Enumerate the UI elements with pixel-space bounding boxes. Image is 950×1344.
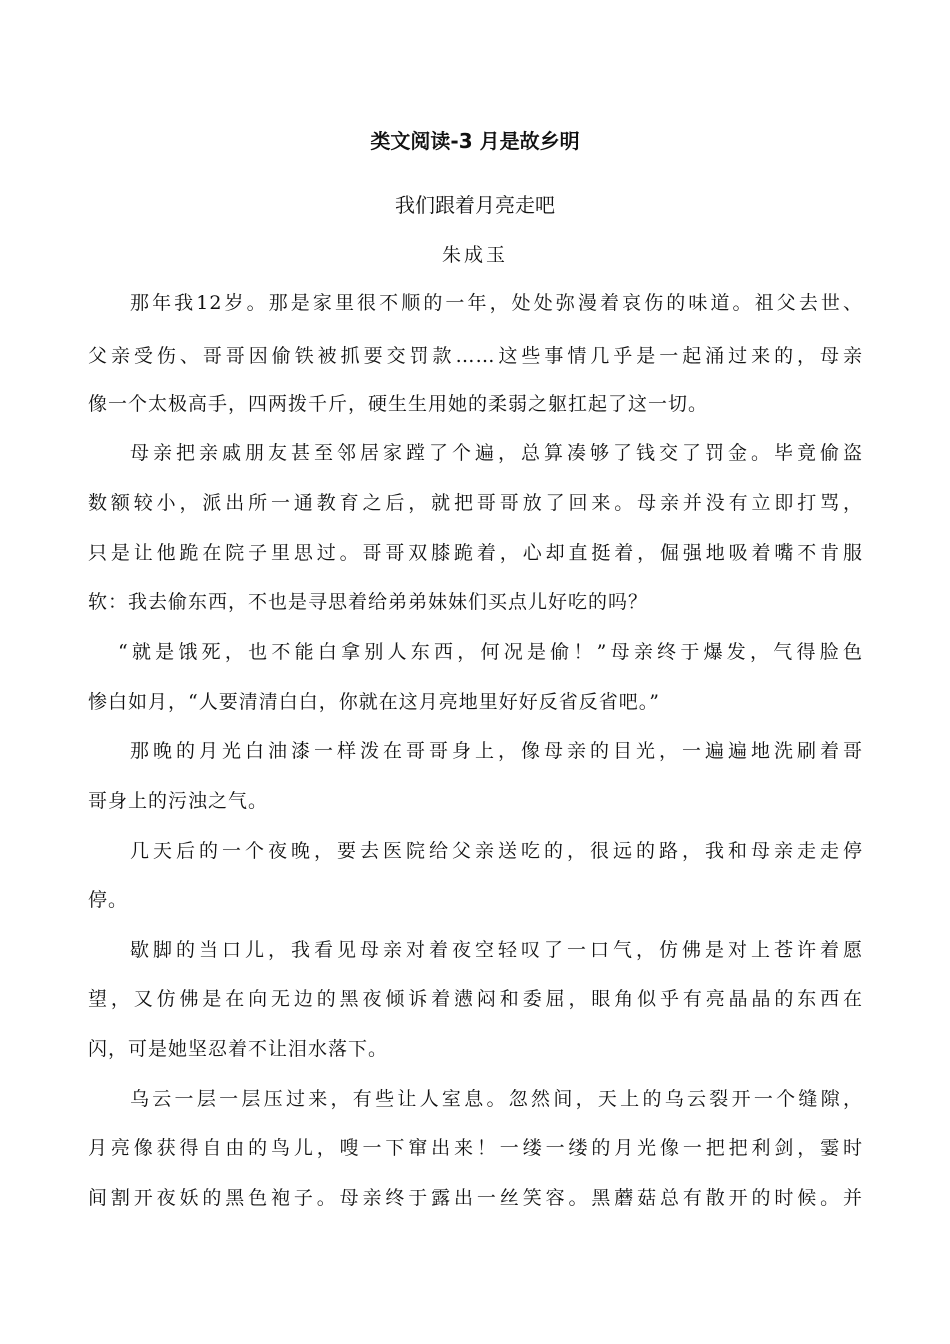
paragraph-line: 只是让他跪在院子里思过。哥哥双膝跪着，心却直挺着，倔强地吸着嘴不肯服 xyxy=(88,542,863,564)
paragraph-line: “就是饿死，也不能白拿别人东西，何况是偷！”母亲终于爆发，气得脸色 xyxy=(118,641,863,663)
paragraph-line: 那年我12岁。那是家里很不顺的一年，处处弥漫着哀伤的味道。祖父去世、 xyxy=(130,292,863,314)
paragraph-line: 哥身上的污浊之气。 xyxy=(88,790,269,812)
paragraph-line: 那晚的月光白油漆一样泼在哥哥身上，像母亲的目光，一遍遍地洗刷着哥 xyxy=(130,740,863,762)
article-author: 朱成玉 xyxy=(441,244,508,266)
paragraph-line: 望，又仿佛是在向无边的黑夜倾诉着懑闷和委屈，眼角似乎有亮晶晶的东西在 xyxy=(88,988,863,1010)
paragraph-line: 像一个太极高手，四两拨千斤，硬生生用她的柔弱之躯扛起了这一切。 xyxy=(88,393,709,415)
paragraph-line: 软：我去偷东西，不也是寻思着给弟弟妹妹们买点儿好吃的吗？ xyxy=(88,591,649,613)
paragraph-line: 惨白如月，“人要清清白白，你就在这月亮地里好好反省反省吧。” xyxy=(88,691,660,713)
page-title: 类文阅读-3 月是故乡明 xyxy=(370,129,580,153)
paragraph-line: 月亮像获得自由的鸟儿，嗖一下窜出来！一缕一缕的月光像一把把利剑，霎时 xyxy=(88,1137,863,1159)
paragraph-line: 乌云一层一层压过来，有些让人室息。忽然间，天上的乌云裂开一个缝隙， xyxy=(130,1088,863,1110)
paragraph-line: 数额较小，派出所一通教育之后，就把哥哥放了回来。母亲并没有立即打骂， xyxy=(88,492,863,514)
article-title: 我们跟着月亮走吧 xyxy=(395,193,555,217)
paragraph-line: 闪，可是她坚忍着不让泪水落下。 xyxy=(88,1038,389,1060)
paragraph-line: 几天后的一个夜晚，要去医院给父亲送吃的，很远的路，我和母亲走走停 xyxy=(130,840,863,862)
paragraph-line: 父亲受伤、哥哥因偷铁被抓要交罚款……这些事情几乎是一起涌过来的，母亲 xyxy=(88,345,863,367)
paragraph-line: 停。 xyxy=(88,889,129,911)
paragraph-line: 母亲把亲戚朋友甚至邻居家蹚了个遍，总算凑够了钱交了罚金。毕竟偷盗 xyxy=(130,442,863,464)
paragraph-line: 歇脚的当口儿，我看见母亲对着夜空轻叹了一口气，仿佛是对上苍许着愿 xyxy=(130,939,863,961)
paragraph-line: 间割开夜妖的黑色袍子。母亲终于露出一丝笑容。黑蘑菇总有散开的时候。并 xyxy=(88,1187,863,1209)
